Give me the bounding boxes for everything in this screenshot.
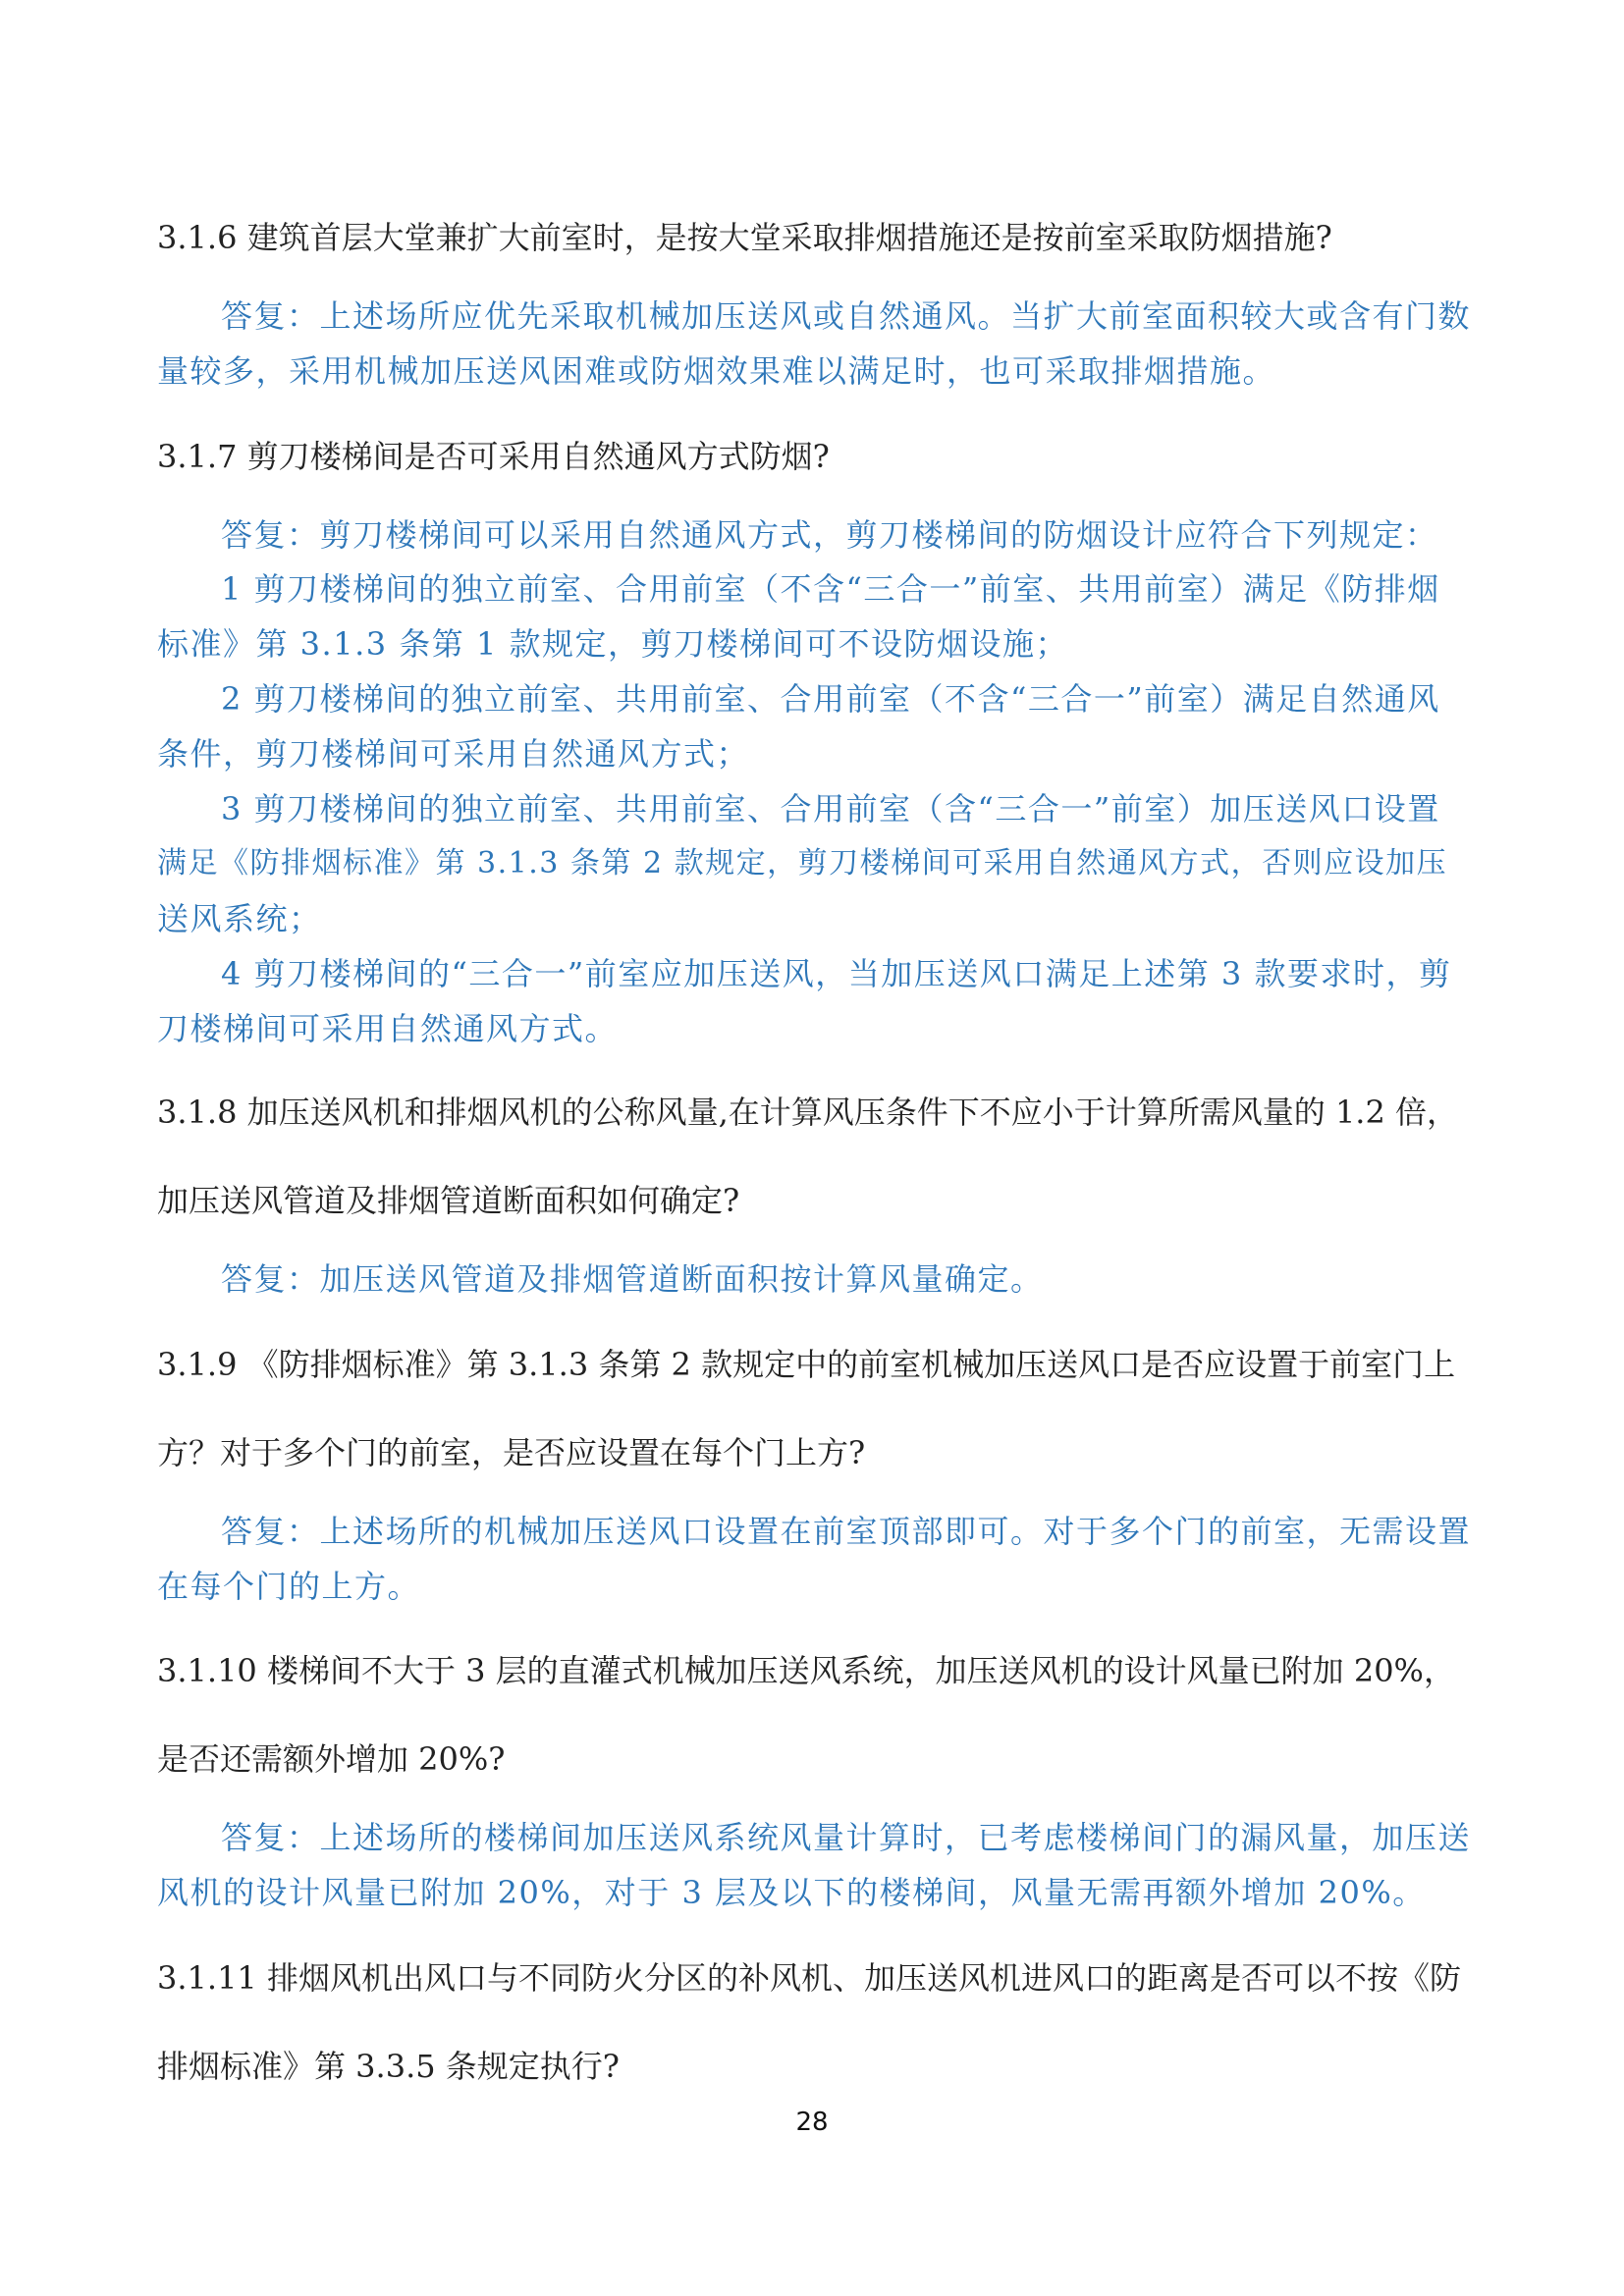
question-3-1-7: 3.1.7 剪刀楼梯间是否可采用自然通风方式防烟?	[157, 438, 830, 475]
question-3-1-10-line-2: 是否还需额外增加 20%?	[157, 1740, 506, 1778]
answer-3-1-6-line-1: 答复：上述场所应优先采取机械加压送风或自然通风。当扩大前室面积较大或含有门数	[221, 297, 1472, 335]
answer-3-1-10-line-1: 答复：上述场所的楼梯间加压送风系统风量计算时，已考虑楼梯间门的漏风量，加压送	[221, 1819, 1472, 1856]
answer-3-1-9-line-1: 答复：上述场所的机械加压送风口设置在前室顶部即可。对于多个门的前室，无需设置	[221, 1513, 1472, 1550]
answer-3-1-10-line-2: 风机的设计风量已附加 20%，对于 3 层及以下的楼梯间，风量无需再额外增加 20%。	[157, 1874, 1426, 1911]
answer-3-1-7-item-4-line-2: 刀楼梯间可采用自然通风方式。	[157, 1010, 619, 1047]
answer-3-1-7-item-1-line-1: 1 剪刀楼梯间的独立前室、合用前室（不含“三合一”前室、共用前室）满足《防排烟	[221, 570, 1440, 608]
answer-3-1-9-line-2: 在每个门的上方。	[157, 1568, 421, 1605]
answer-3-1-7-item-3-line-3: 送风系统；	[157, 900, 322, 937]
answer-3-1-7-item-3-line-2: 满足《防排烟标准》第 3.1.3 条第 2 款规定，剪刀楼梯间可采用自然通风方式，否则应设加压	[157, 846, 1448, 881]
answer-3-1-6-line-2: 量较多，采用机械加压送风困难或防烟效果难以满足时，也可采取排烟措施。	[157, 352, 1276, 390]
question-3-1-10-line-1: 3.1.10 楼梯间不大于 3 层的直灌式机械加压送风系统，加压送风机的设计风量已附加 20%，	[157, 1652, 1455, 1689]
page-number: 28	[795, 2108, 829, 2137]
answer-3-1-8: 答复：加压送风管道及排烟管道断面积按计算风量确定。	[221, 1260, 1044, 1298]
question-3-1-8-line-2: 加压送风管道及排烟管道断面积如何确定?	[157, 1182, 740, 1219]
question-3-1-9-line-2: 方？对于多个门的前室，是否应设置在每个门上方?	[157, 1434, 866, 1471]
answer-3-1-7-item-2-line-2: 条件，剪刀楼梯间可采用自然通风方式；	[157, 735, 750, 773]
answer-3-1-7-intro: 答复：剪刀楼梯间可以采用自然通风方式，剪刀楼梯间的防烟设计应符合下列规定：	[221, 516, 1438, 554]
answer-3-1-7-item-3-line-1: 3 剪刀楼梯间的独立前室、共用前室、合用前室（含“三合一”前室）加压送风口设置	[221, 790, 1440, 828]
question-3-1-6: 3.1.6 建筑首层大堂兼扩大前室时，是按大堂采取排烟措施还是按前室采取防烟措施?	[157, 219, 1332, 256]
question-3-1-11-line-2: 排烟标准》第 3.3.5 条规定执行?	[157, 2048, 620, 2085]
question-3-1-11-line-1: 3.1.11 排烟风机出风口与不同防火分区的补风机、加压送风机进风口的距离是否可以不按《防	[157, 1959, 1461, 1997]
question-3-1-9-line-1: 3.1.9 《防排烟标准》第 3.1.3 条第 2 款规定中的前室机械加压送风口是否应设置于前室门上	[157, 1346, 1456, 1383]
answer-3-1-7-item-4-line-1: 4 剪刀楼梯间的“三合一”前室应加压送风，当加压送风口满足上述第 3 款要求时，剪	[221, 955, 1452, 992]
answer-3-1-7-item-2-line-1: 2 剪刀楼梯间的独立前室、共用前室、合用前室（不含“三合一”前室）满足自然通风	[221, 680, 1440, 718]
question-3-1-8-line-1: 3.1.8 加压送风机和排烟风机的公称风量,在计算风压条件下不应小于计算所需风量的 1.2 倍，	[157, 1094, 1459, 1131]
answer-3-1-7-item-1-line-2: 标准》第 3.1.3 条第 1 款规定，剪刀楼梯间可不设防烟设施；	[157, 625, 1068, 663]
